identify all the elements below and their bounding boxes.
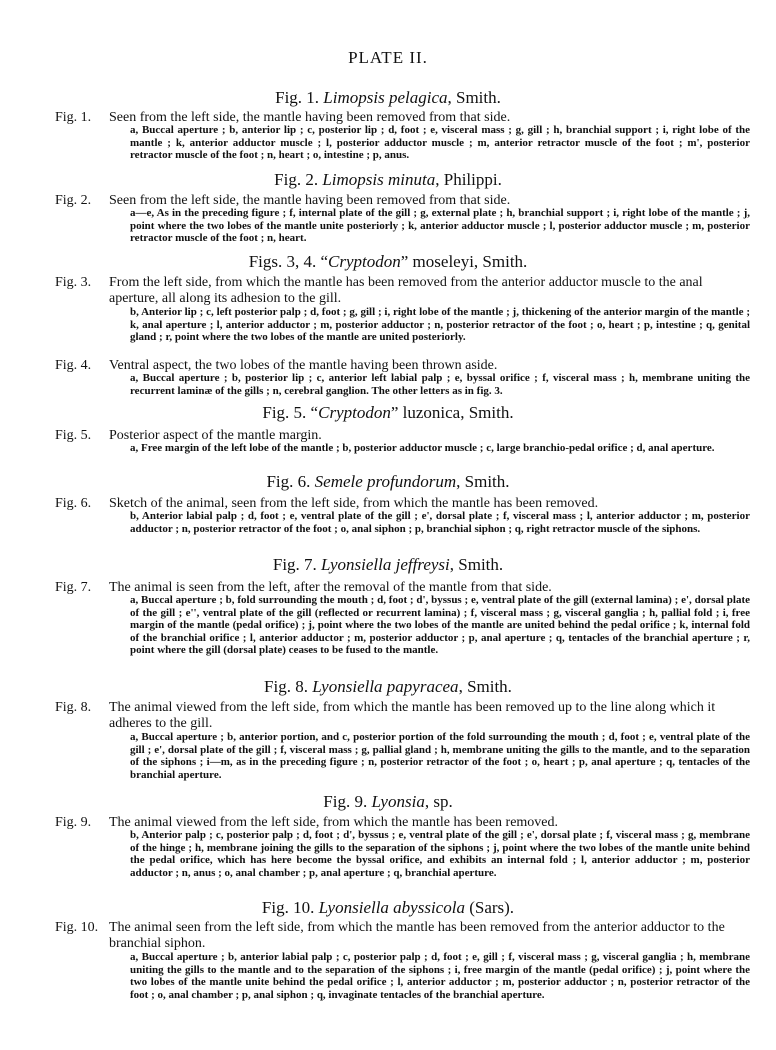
fig-label: Fig. 7. xyxy=(55,580,92,595)
fig-label: Fig. 1. xyxy=(55,110,92,125)
fig-description: The animal viewed from the left side, from which the mantle has been removed up to the line along which it adheres to the gill. xyxy=(109,700,716,731)
fig-description: Posterior aspect of the mantle margin. xyxy=(109,428,322,443)
fig-legend: a, Buccal aperture ; b, posterior lip ; c, anterior left labial palp ; e, byssal orifice ; f, visceral mass ; h, membrane uniting the recurrent laminæ of the gills ; n, cerebral ganglion. The other letters as in fig. 3. xyxy=(130,372,750,397)
heading-species: Semele profundorum xyxy=(314,472,457,491)
fig-description: Seen from the left side, the mantle having been removed from that side. xyxy=(109,110,511,125)
fig-label: Fig. 10. xyxy=(55,920,99,935)
fig-label: Fig. 3. xyxy=(55,275,92,290)
heading-author: , Philippi. xyxy=(435,170,502,189)
fig-description: From the left side, from which the mantle has been removed from the anterior adductor muscle to the anal aperture, all along its adhesion to the gill. xyxy=(109,275,703,306)
heading-prefix: Fig. 1. xyxy=(275,88,320,107)
heading-species: Lyonsia xyxy=(371,792,425,811)
fig-label: Fig. 9. xyxy=(55,815,92,830)
fig-legend: b, Anterior labial palp ; d, foot ; e, ventral plate of the gill ; e', dorsal plate ; f, visceral mass ; l, anterior adductor ; m, posterior adductor ; n, posterior retractor of the foot ; o, anal siphon ; p, branchial siphon ; q, right retractor muscle of the siphons. xyxy=(130,510,750,535)
fig-description: The animal is seen from the left, after the removal of the mantle from that side. xyxy=(109,580,552,595)
fig-label: Fig. 8. xyxy=(55,700,92,715)
heading-author: , Smith. xyxy=(447,88,501,107)
heading-fig-5 xyxy=(0,403,776,423)
heading-fig-9 xyxy=(0,792,776,812)
fig-legend: a, Free margin of the left lobe of the mantle ; b, posterior adductor muscle ; c, large branchio-pedal orifice ; d, anal aperture. xyxy=(130,442,715,454)
heading-prefix: Fig. 10. xyxy=(261,898,315,917)
fig-legend: a, Buccal aperture ; b, anterior lip ; c, posterior lip ; d, foot ; e, visceral mass ; g, gill ; h, branchial support ; i, right lobe of the mantle ; k, anterior adductor muscle ; l, posterior adductor muscle ; m, anterior retractor muscle of the foot ; m', posterior retractor muscle of the foot ; n, heart ; o, intestine ; p, anus. xyxy=(130,124,750,161)
heading-fig-6 xyxy=(0,472,776,492)
heading-author: ” luzonica, Smith. xyxy=(390,403,514,422)
heading-fig-2 xyxy=(0,170,776,190)
heading-author: ” moseleyi, Smith. xyxy=(400,252,528,271)
heading-prefix: Figs. 3, 4. “ xyxy=(248,252,329,271)
fig-description: Seen from the left side, the mantle having been removed from that side. xyxy=(109,193,511,208)
heading-prefix: Fig. 9. xyxy=(323,792,368,811)
heading-prefix: Fig. 5. “ xyxy=(262,403,319,422)
fig-legend: b, Anterior lip ; c, left posterior palp ; d, foot ; g, gill ; i, right lobe of the mantle ; j, thickening of the anterior margin of the mantle ; k, anal aperture ; l, anterior adductor ; m, posterior adductor ; n, posterior retractor of the foot ; o, heart ; p, intestine ; q, genital gland ; r, point where the two lobes of the mantle are united posteriorly. xyxy=(130,306,750,343)
fig-description: The animal viewed from the left side, from which the mantle has been removed. xyxy=(109,815,559,830)
heading-prefix: Fig. 8. xyxy=(264,677,308,696)
heading-prefix: Fig. 6. xyxy=(266,472,311,491)
heading-fig-10 xyxy=(0,898,776,918)
fig-legend: a, Buccal aperture ; b, anterior labial palp ; c, posterior palp ; d, foot ; e, gill ; f, visceral mass ; g, visceral ganglia ; h, membrane uniting the gills to the mantle and to the separation of the siphons ; i, free margin of the mantle (pedal orifice) ; j, point where the two lobes of the mantle unite behind the pedal orifice ; l, anterior adductor ; m, posterior adductor ; n, posterior retractor of the foot ; o, anal chamber ; p, anal siphon ; q, invaginate tentacles of the branchial aperture. xyxy=(130,951,750,1001)
heading-fig-8 xyxy=(0,677,776,697)
heading-prefix: Fig. 7. xyxy=(272,555,317,574)
fig-description: Sketch of the animal, seen from the left side, from which the mantle has been removed. xyxy=(109,496,599,511)
heading-prefix: Fig. 2. xyxy=(274,170,319,189)
fig-description: The animal seen from the left side, from which the mantle has been removed from the anterior adductor to the branchial siphon. xyxy=(109,920,725,951)
fig-legend: b, Anterior palp ; c, posterior palp ; d, foot ; d', byssus ; e, ventral plate of the gill ; e', dorsal plate ; f, visceral mass ; g, membrane of the hinge ; h, membrane joining the gills to the separation of the siphons ; j, point where the two lobes of the mantle unite behind the pedal orifice, which has here become the byssal orifice, and exhibits an internal fold ; l, anterior adductor ; m, posterior adductor ; n, anus ; o, anal chamber ; p, anal aperture ; q, branchial aperture. xyxy=(130,829,750,879)
fig-legend: a—e, As in the preceding figure ; f, internal plate of the gill ; g, external plate ; h, branchial support ; i, right lobe of the mantle ; j, point where the two lobes of the mantle unite posteriorly ; k, anterior adductor muscle ; l, posterior adductor muscle ; m, posterior retractor muscle of the foot ; n, heart. xyxy=(130,207,750,244)
heading-fig-7 xyxy=(0,555,776,575)
heading-author: , Smith. xyxy=(449,555,504,574)
heading-fig-1 xyxy=(0,88,776,108)
heading-species: Cryptodon xyxy=(318,403,391,422)
fig-label: Fig. 4. xyxy=(55,358,92,373)
heading-author: , Smith. xyxy=(456,472,510,491)
fig-legend: a, Buccal aperture ; b, anterior portion, and c, posterior portion of the fold surrounding the mouth ; d, foot ; e, ventral plate of the gill ; e', dorsal plate of the gill ; f, visceral mass ; g, pallial gland ; h, membrane uniting the gills to the mantle, and to the separation of the siphons ; i—m, as in the preceding figure ; n, posterior retractor of the foot ; o, heart ; p, anal aperture ; q, tentacles of the branchial aperture. xyxy=(130,731,750,781)
plate-title: PLATE II. xyxy=(348,48,428,67)
fig-description: Ventral aspect, the two lobes of the mantle having been thrown aside. xyxy=(109,358,498,373)
heading-author: , Smith. xyxy=(458,677,512,696)
fig-label: Fig. 5. xyxy=(55,428,92,443)
heading-species: Cryptodon xyxy=(328,252,401,271)
heading-figs-3-4 xyxy=(0,252,776,272)
heading-species: Lyonsiella papyracea xyxy=(312,677,459,696)
fig-label: Fig. 2. xyxy=(55,193,92,208)
heading-species: Lyonsiella jeffreysi xyxy=(321,555,450,574)
heading-author: , sp. xyxy=(424,792,453,811)
heading-author: (Sars). xyxy=(464,898,515,917)
fig-label: Fig. 6. xyxy=(55,496,92,511)
heading-species: Limopsis minuta xyxy=(322,170,436,189)
fig-legend: a, Buccal aperture ; b, fold surrounding the mouth ; d, foot ; d', byssus ; e, ventral plate of the gill (external lamina) ; e', dorsal plate of the gill ; e'', ventral plate of the gill (reflected or recurrent lamina) ; f, visceral mass ; g, visceral ganglia ; h, pallial fold ; i, free margin of the mantle (pedal orifice) ; j, point where the two lobes of the mantle are united behind the pedal orifice ; k, internal fold of the branchial orifice ; l, anterior adductor ; m, posterior adductor ; p, anal aperture ; q, tentacles of the branchial aperture ; r, point where the gill (dorsal plate) ceases to be fused to the mantle. xyxy=(130,594,750,656)
heading-species: Lyonsiella abyssicola xyxy=(318,898,465,917)
heading-species: Limopsis pelagica xyxy=(323,88,448,107)
